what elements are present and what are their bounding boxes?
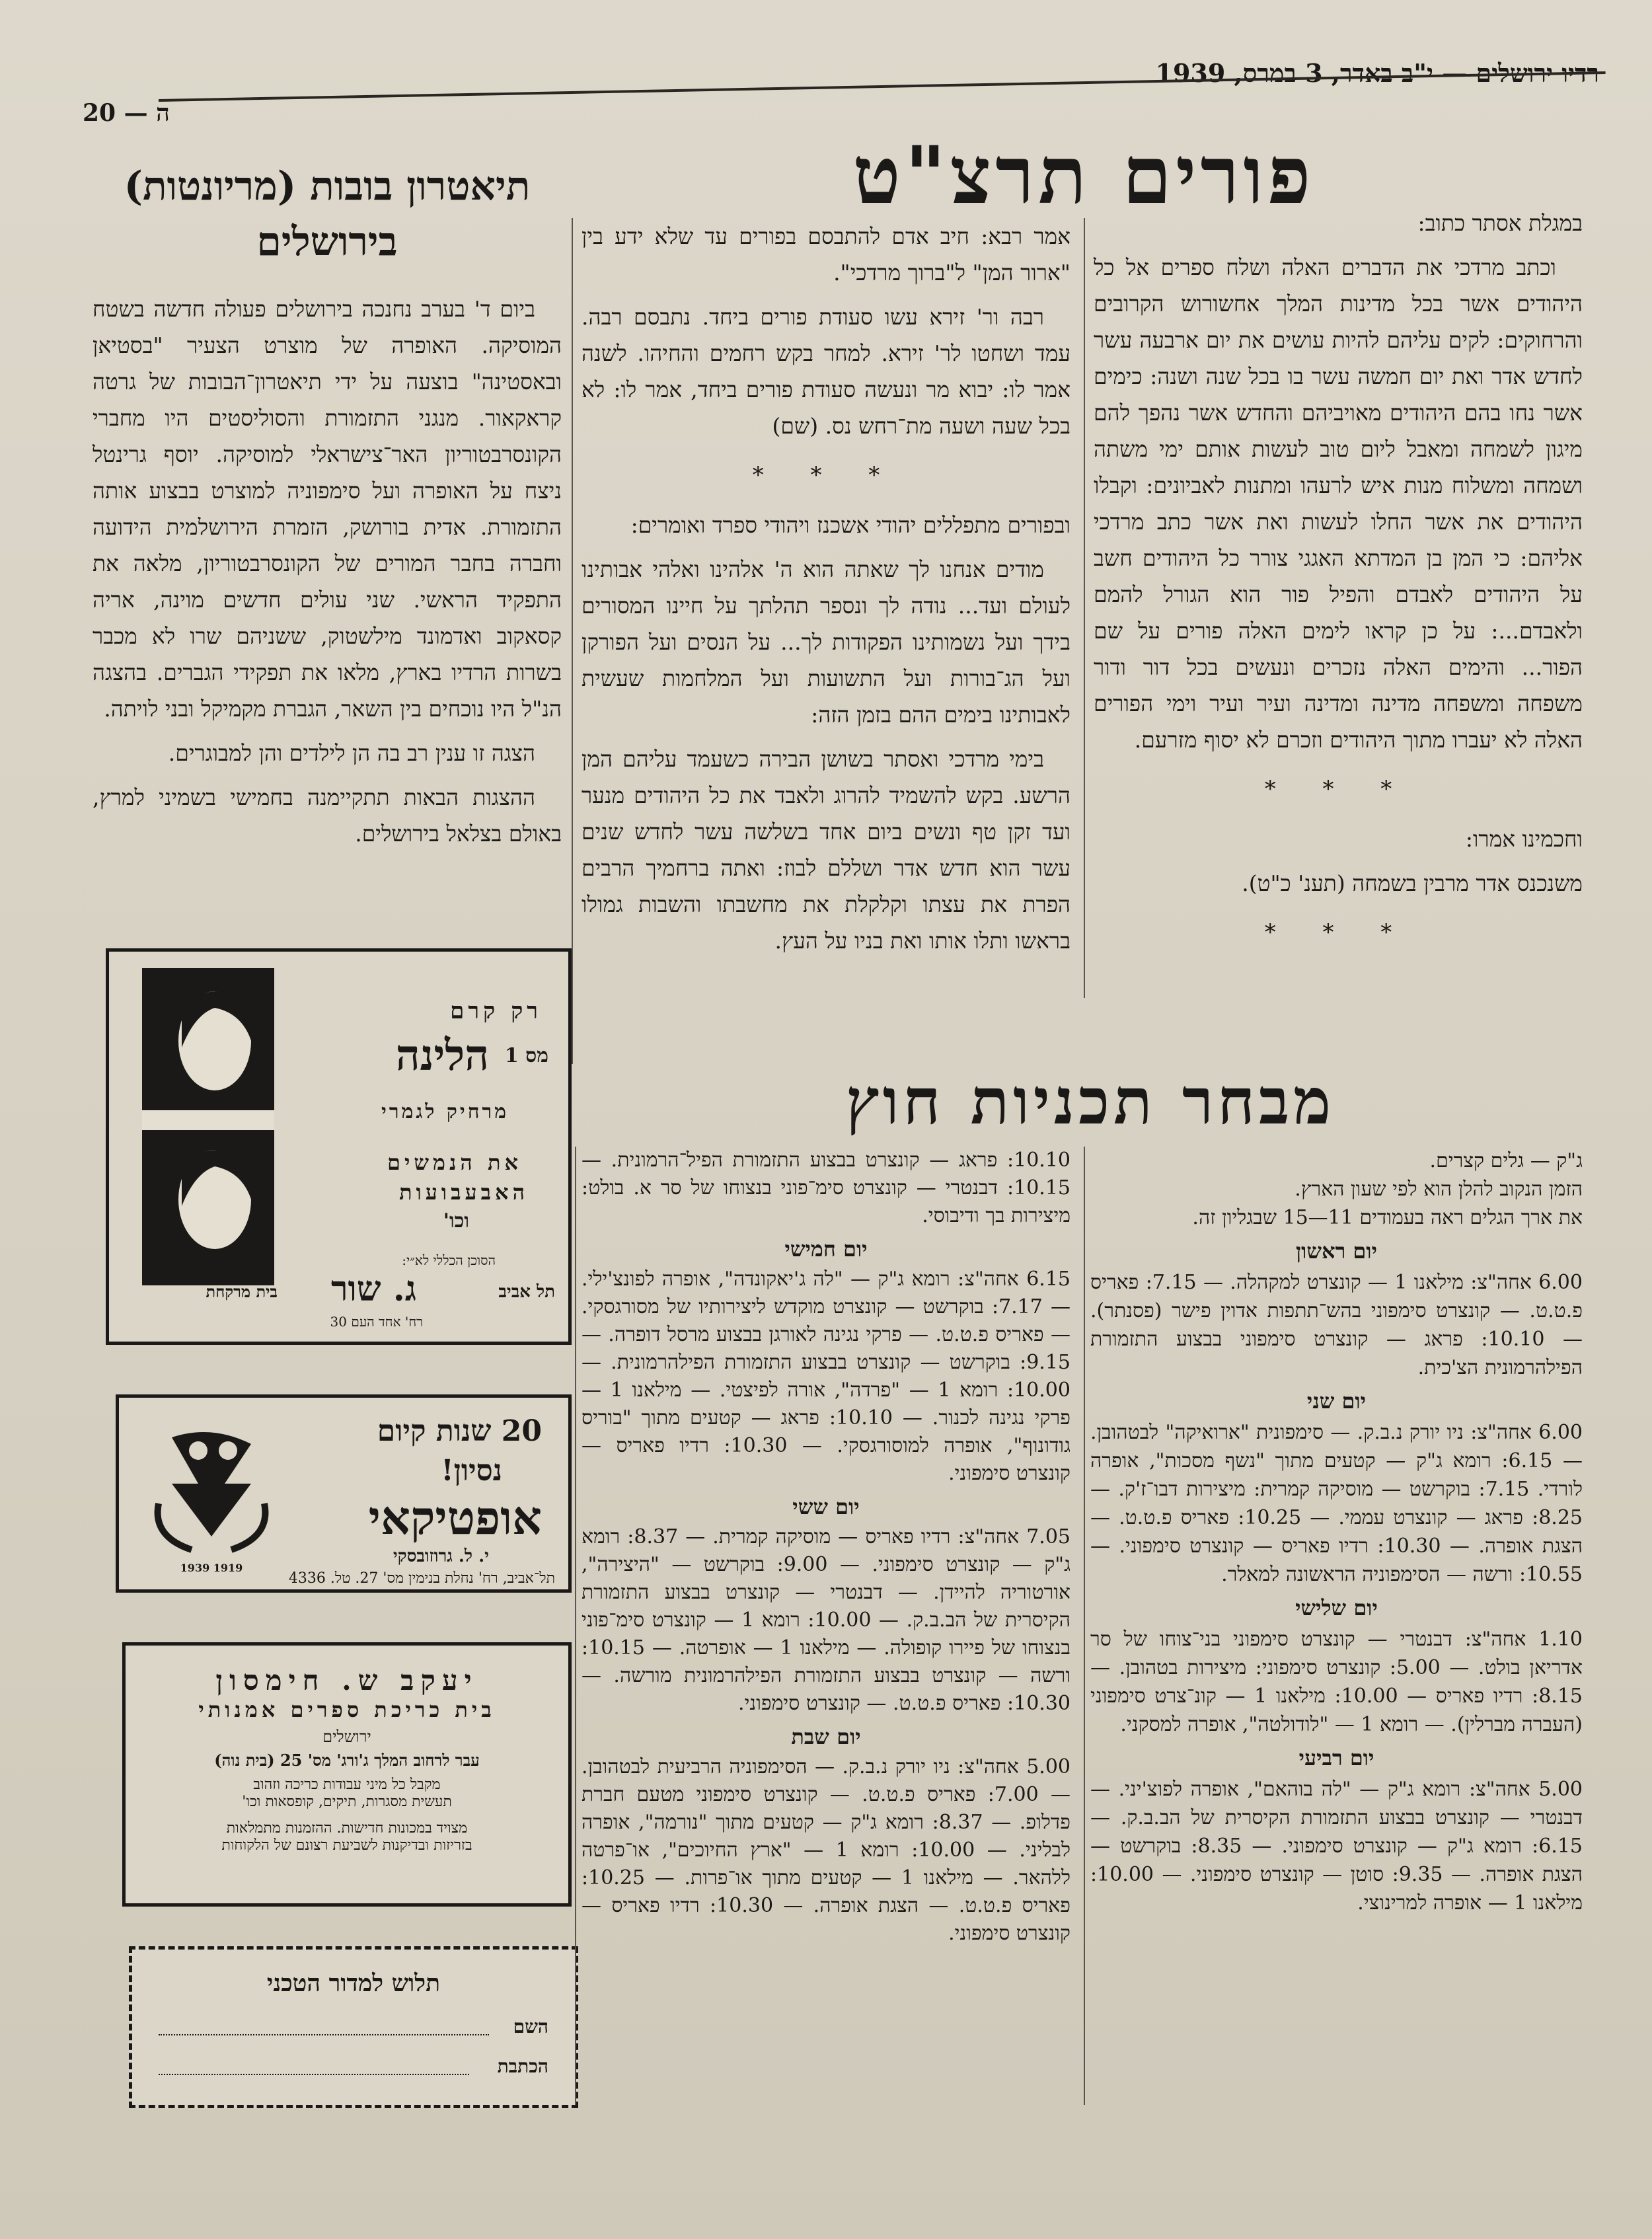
- schedule-thursday: 6.15 אחה"צ: רומא ג"ק — "לה ג'יאקונדה", אופרה לפונצ'ילי. — 7.17: בוקרשט — קונצרט מוקדש ליצירותיו של מסורגסקי. — פאריס פ.ט.ט. — פרקי נגינה לאורגן בבצוע מרסל דופרה. — 9.15: בוקרשט — קונצרט בבצוע התזמורת הפילהרמונית. — 10.00: רומא 1 — "פרדה", אורה לפיצטי. — מילאנו 1 — פרקי נגינה לכנור. — 10.10: פראג — קטעים מתוך "בוריס גודונוף", אופרה למוסורגסקי. — 10.30: רדיו פאריס — קונצרט סימפוני.: [582, 1268, 1070, 1485]
- section-divider: * * *: [752, 462, 900, 488]
- optician-badge-years: 1919 1939: [180, 1562, 243, 1574]
- section-divider: * * *: [1264, 776, 1412, 802]
- helena-line5: וכו': [443, 1209, 469, 1233]
- running-title: רדיו ירושלים — י"ב באדר, 3 במרס, 1939: [1155, 58, 1599, 88]
- purim-prayer-intro: ובפורים מתפללים יהודי אשכנז ויהודי ספרד ואומרים:: [630, 512, 1070, 538]
- theater-column: [93, 291, 562, 860]
- schedule-monday: 6.00 אחה"צ: ניו יורק נ.ב.ק. — סימפונית "ארואיקה" לבטהובן. — 6.15: רומא ג"ק — קטעים מתוך "נשף מסכות", אופרה לורדי. 7.15: בוקרשט — מוסיקה קמרית: מיצירות דבו־ז'ק. — 8.25: פראג — קונצרט עממי. — 10.25: פאריס פ.ט.ט. — הצגת אופרה. — 10.30: רדיו פאריס — קונצרט סימפוני. — 10.55: ורשה — הסימפוניה הראשונה למאלר.: [1090, 1421, 1583, 1586]
- bindery-line2: תעשית מסגרות, תיקים, קופסאות וכו': [242, 1794, 452, 1810]
- optician-address: תל־אביב, רח' נחלת בנימין מס' 27. טל. 4336: [288, 1570, 555, 1587]
- coupon-title: תלוש למדור הטכני: [266, 1969, 441, 1997]
- abbrev-note: ג"ק — גלים קצרים.: [1429, 1149, 1583, 1172]
- helena-brand: הלינה: [395, 1031, 489, 1081]
- day-heading-tuesday: יום שלישי: [1295, 1595, 1378, 1620]
- bindery-line4: בזריזות ובדיקנות לשביעת רצונם של הלקוחות: [221, 1837, 472, 1854]
- coupon-address-label: הכתבת: [497, 2055, 548, 2077]
- foreign-programs-title: מבחר תכניות חוץ: [845, 1064, 1335, 1139]
- purim-column-right: [1094, 205, 1583, 964]
- schedule-saturday: 5.00 אחה"צ: ניו יורק נ.ב.ק. — הסימפוניה הרביעית לבטהובן. — 7.00: פאריס פ.ט.ט. — קונצרט סימפוני מטעם חברת פדלופ. — 8.37: רומא ג"ק — קטעים מתוך "נורמה", אופרה לבליני. — 10.00: רומא 1 — "ארץ החיוכים", או־פרטה ללהאר. — מילאנו 1 — קטעים מתוך או־פרות. — 10.25: פאריס פ.ט.ט. — הצגת אופרה. — 10.30: רדיו פאריס — קונצרט סימפוני.: [582, 1755, 1071, 1945]
- helena-distributor: הסוכן הכללי לא״י:: [402, 1252, 496, 1268]
- helena-line1: רק קרם: [450, 998, 542, 1024]
- day-heading-monday: יום שני: [1306, 1388, 1367, 1414]
- optician-experience: נסיון!: [441, 1454, 502, 1488]
- purim-column-middle: [582, 218, 1070, 967]
- ad-optician: [116, 1394, 572, 1593]
- wavelength-note: את ארך הגלים ראה בעמודים 11—15 שבגליון זה.: [1192, 1206, 1583, 1229]
- time-note: הזמן הנקוב להלן הוא לפי שעון הארץ.: [1295, 1178, 1583, 1201]
- purim-sages-intro: וחכמינו אמרו:: [1465, 826, 1583, 852]
- ad-bindery: [122, 1642, 572, 1907]
- helena-city: תל אביב: [498, 1282, 555, 1302]
- day-heading-friday: יום ששי: [792, 1494, 860, 1519]
- purim-sages-quote: משנכנס אדר מרבין בשמחה (תענ' כ"ט).: [1242, 870, 1583, 896]
- day-heading-wednesday: יום רביעי: [1298, 1745, 1374, 1770]
- schedule-friday: 7.05 אחה"צ: רדיו פאריס — מוסיקה קמרית. — 8.37: רומא ג"ק — קונצרט סימפוני. — 9.00: בוקרשט — "היצירה", אורטוריה להיידן. — דבנטרי — קונצרט בבצוע התזמורת הקיסרית של הב.ב.ק. — 10.00: רומא 1 — קונצרט סימ־פוני בנצוחו של פיירו קופולה. — מילאנו 1 — אופרטה. — 10.15: ורשה — קונצרט בבצוע התזמורת הפילהרמונית מורשה. — 10.30: פאריס פ.ט.ט. — קונצרט סימפוני.: [582, 1525, 1071, 1715]
- foreign-programs-left-column: [582, 1147, 1070, 1953]
- purim-intro: במגלת אסתר כתוב:: [1417, 210, 1583, 236]
- day-heading-thursday: יום חמישי: [784, 1236, 868, 1262]
- schedule-continued: 10.10: פראג — קונצרט בבצוע התזמורת הפיל־הרמונית. — 10.15: דבנטרי — קונצרט סימ־פוני בנצוחו של סר א. בולט: מיצירות בך ודיבוסי.: [582, 1149, 1070, 1227]
- purim-rabbah-story: רבה ור' זירא עשו סעודת פורים ביחד. נתבסם רבה. עמד ושחטו לר' זירא. למחר בקש רחמים והחיהו. לשנה אמר לו: יבוא מר ונעשה סעודת פורים ביחד, אמר לו: לא בכל שעה ושעה מת־רחש נס. (שם): [582, 304, 1070, 439]
- bindery-subtitle: בית כריכת ספרים אמנותי: [198, 1697, 496, 1722]
- bindery-name: יעקב ש. חימסון: [215, 1664, 478, 1696]
- bindery-city: ירושלים: [322, 1727, 371, 1746]
- optician-brand: אופטיקאי: [368, 1490, 542, 1545]
- helena-line4: האבעבועות: [399, 1180, 529, 1205]
- coupon-name-field[interactable]: [159, 2034, 489, 2035]
- page-number: ה — 20: [83, 99, 170, 127]
- coupon-technical-section: [129, 1946, 578, 2108]
- purim-prayer-mordecai: בימי מרדכי ואסתר בשושן הבירה כשעמד עליהם המן הרשע. בקש להשמיד להרוג ולאבד את כל היהודים מנער ועד זקן טף ונשים ביום אחד בשלשה עשר לחדש שנים עשר הוא חדש אדר ושללם לבוז: ואתה ברחמיך הרבים הפרת את עצתו וקלקלת את מחשבתו והשבות גמולו בראשו ותלו אותו ואת בניו על העץ.: [582, 746, 1070, 954]
- optician-years: 20 שנות קיום: [377, 1414, 542, 1448]
- bindery-line1: מקבל כל מיני עבודות כריכה וזהוב: [253, 1776, 441, 1793]
- coupon-name-label: השם: [513, 2016, 548, 2037]
- section-divider: * * *: [1264, 919, 1412, 946]
- bindery-address: עבר לרחוב המלך ג'ורג' מס' 25 (בית נוה): [214, 1751, 480, 1770]
- purim-rava-quote: אמר רבא: חיב אדם להתבסם בפורים עד שלא ידע בין "ארור המן" ל"ברוך מרדכי".: [582, 223, 1070, 285]
- helena-line2: מרחיק לגמרי: [381, 1100, 509, 1123]
- day-heading-sunday: יום ראשון: [1296, 1238, 1377, 1264]
- purim-prayer-text: מודים אנחנו לך שאתה הוא ה' אלהינו ואלהי אבותינו לעולם ועד... נודה לך ונספר תהלתך על חיינו המסורים בידך ועל נשמותינו הפקודות לך... על הנסים ועל הפורקן ועל הג־בורות ועל התשועות ועל המלחמות שעשית לאבותינו בימים ההם בזמן הזה:: [582, 556, 1070, 728]
- helena-address: רח' אחד העם 30: [330, 1314, 423, 1330]
- column-divider: [1084, 1147, 1085, 2105]
- schedule-sunday: 6.00 אחה"צ: מילאנו 1 — קונצרט למקהלה. — 7.15: פאריס פ.ט.ט. — קונצרט סימפוני בהש־תתפות אדוין פישר (פסנתר). — 10.10: פראג — קונצרט סימפוני בבצוע התזמורת הפילהרמונית הצ'כית.: [1090, 1271, 1583, 1379]
- purim-title: פורים תרצ"ט: [852, 129, 1315, 222]
- ad-helena-cream: [106, 948, 572, 1345]
- coupon-address-field[interactable]: [159, 2074, 469, 2075]
- helena-line3: את הנמשים: [387, 1150, 522, 1175]
- schedule-tuesday: 1.10 אחה"צ: דבנטרי — קונצרט סימפוני בני־צוחו של סר אדריאן בולט. — 5.00: קונצרט סימפוני: מיצירות בטהובן. — 8.15: רדיו פאריס — 10.00: מילאנו 1 — קונ־צרט סימפוני (העברה מברלין). — רומא 1 — "לודולטה", אופרה למסקני.: [1090, 1628, 1583, 1736]
- column-divider: [1084, 218, 1085, 998]
- column-divider: [572, 218, 573, 1064]
- foreign-programs-right-column: [1090, 1147, 1583, 1922]
- schedule-wednesday: 5.00 אחה"צ: רומא ג"ק — "לה בוהאם", אופרה לפוצ'יני. — דבנטרי — קונצרט בבצוע התזמורת הקיסרית של הב.ב.ק. — 6.15: רומא ג"ק — קונצרט סימפוני. — 8.35: בוקרשט — הצגת אופרה. — 9.35: סוטן — קונצרט סימפוני. — 10.00: מילאנו 1 — אופרה למרינוצי.: [1090, 1778, 1583, 1915]
- theater-article-body: ביום ד' בערב נחנכה בירושלים פעולה חדשה בשטח המוסיקה. האופרה של מוצרט הצעיר "בסטיאן ובאסטינה" בוצעה על ידי תיאטרון־הבובות של גרטה קראקאור. מנגני התזמורת והסוליסטים היו מחברי הקונסרבטוריון האר־צישראלי למוסיקה. יוסף גרינטל ניצח על האופרה ועל סימפוניה למוצרט בבצוע אותה התזמורת. אדית בורושק, הזמרת הירושלמית הידועה וחברה בחבר המורים של הקונסרבטוריון, מלאה את התפקיד הראשי. שני עולים חדשים מוינה, אריה קסאקוב ואדמונד מילשטוק, ששניהם שרו לא מכבר בשרות הרדיו בארץ, מלאו את תפקידי הגברים. בהצגה הנ"ל היו נוכחים בין השאר, הגברת מקמיקל ובני לויתה.: [93, 296, 562, 722]
- woman-face-icon: [142, 968, 274, 1285]
- bindery-line3: מצויד במכונות חדישות. ההזמנות מתמלאות: [226, 1820, 468, 1837]
- optician-emblem-icon: [145, 1424, 278, 1556]
- helena-number: מס 1: [504, 1044, 548, 1067]
- day-heading-saturday: יום שבת: [791, 1724, 861, 1749]
- theater-article-note: הצגה זו ענין רב בה הן לילדים והן למבוגרים.: [168, 740, 535, 766]
- purim-megillah-text: וכתב מרדכי את הדברים האלה ושלח ספרים אל כל היהודים אשר בכל מדינות המלך אחשורוש הקרובים והרחוקים: לקים עליהם להיות עושים את יום ארבעה עשר לחדש אדר ואת יום חמשה עשר בו בכל שנה ושנה: כימים אשר נחו בהם היהודים מאויביהם והחדש אשר נהפך להם מיגון לשמחה ומאבל ליום טוב לעשות אותם ימי משתה ושמחה ומשלוח מנות איש לרעהו ומתנות לאביונים: וקבלו היהודים את אשר החלו לעשות ואת אשר כתב מרדכי אליהם: כי המן בן המדתא האגגי צורר כל היהודים חשב על היהודים לאבדם והפיל פור הוא הגורל להמם ולאבדם...: על כן קראו לימים האלה פורים על שם הפור... והימים האלה נזכרים ונעשים בכל דור ודור משפחה ומשפחה מדינה ומדינה ועיר ועיר וימי הפורים האלה לא יעברו מתוך היהודים וזכרם לא יסוף מזרעם.: [1094, 254, 1583, 753]
- column-divider: [575, 1147, 576, 2105]
- optician-owner: י. ל. גרוזובסקי: [393, 1546, 489, 1566]
- helena-pharmacist: ג. שור: [330, 1269, 416, 1309]
- theater-title-line1: תיאטרון בובות (מריונטות): [124, 163, 531, 209]
- theater-title: [89, 159, 565, 270]
- theater-title-line2: בירושלים: [256, 219, 398, 265]
- theater-article-next: ההצגות הבאות תתקיימנה בחמישי בשמיני למרץ, באולם בצלאל בירושלים.: [93, 784, 562, 847]
- helena-pharmacy: בית מרקחת: [206, 1282, 278, 1301]
